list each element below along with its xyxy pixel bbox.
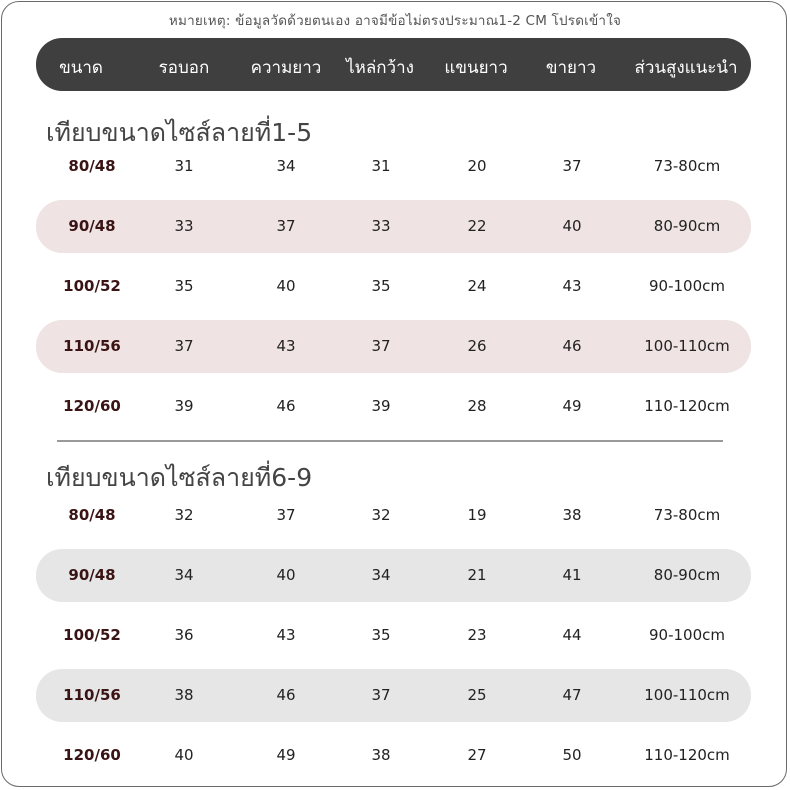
table-row: [36, 669, 751, 722]
size-cell: 120/60: [63, 746, 121, 764]
size-cell: 90/48: [68, 217, 116, 235]
table-row: [36, 260, 751, 313]
table-cell: 39: [174, 397, 194, 415]
section-divider: [57, 440, 723, 442]
table-cell: 25: [467, 686, 487, 704]
table-cell: 34: [276, 157, 296, 175]
table-cell: 37: [276, 506, 296, 524]
size-cell: 120/60: [63, 397, 121, 415]
header-sleeve: แขนยาว: [444, 58, 508, 78]
size-cell: 100/52: [63, 626, 121, 644]
table-cell: 110-120cm: [644, 746, 730, 764]
size-cell: 110/56: [63, 686, 121, 704]
table-cell: 35: [174, 277, 194, 295]
table-cell: 37: [562, 157, 582, 175]
table-cell: 110-120cm: [644, 397, 730, 415]
table-row: [36, 320, 751, 373]
table-cell: 43: [276, 626, 296, 644]
header-recommended-height: ส่วนสูงแนะนำ: [634, 58, 738, 78]
table-cell: 34: [371, 566, 391, 584]
table-cell: 24: [467, 277, 487, 295]
table-cell: 37: [276, 217, 296, 235]
table-cell: 43: [562, 277, 582, 295]
table-cell: 21: [467, 566, 487, 584]
table-cell: 46: [276, 397, 296, 415]
table-cell: 39: [371, 397, 391, 415]
measurement-note: หมายเหตุ: ข้อมูลวัดด้วยตนเอง อาจมีข้อไม่ตรงประมาณ1-2 CM โปรดเข้าใจ: [168, 13, 622, 29]
size-cell: 100/52: [63, 277, 121, 295]
table-cell: 40: [276, 566, 296, 584]
table-cell: 38: [562, 506, 582, 524]
table-cell: 20: [467, 157, 487, 175]
table-cell: 47: [562, 686, 582, 704]
table-row: [36, 140, 751, 193]
section-title-1: เทียบขนาดไซส์ลายที่1-5: [46, 118, 313, 147]
table-cell: 32: [371, 506, 391, 524]
table-cell: 35: [371, 277, 391, 295]
size-cell: 110/56: [63, 337, 121, 355]
table-cell: 36: [174, 626, 194, 644]
table-cell: 80-90cm: [653, 566, 721, 584]
table-row: [36, 549, 751, 602]
table-cell: 49: [562, 397, 582, 415]
table-cell: 28: [467, 397, 487, 415]
table-cell: 100-110cm: [644, 686, 730, 704]
header-chest: รอบอก: [158, 58, 210, 78]
size-cell: 90/48: [68, 566, 116, 584]
table-cell: 34: [174, 566, 194, 584]
table-cell: 19: [467, 506, 487, 524]
table-cell: 100-110cm: [644, 337, 730, 355]
table-cell: 40: [174, 746, 194, 764]
table-cell: 33: [371, 217, 391, 235]
size-cell: 80/48: [68, 157, 116, 175]
size-cell: 80/48: [68, 506, 116, 524]
header-pants-length: ขายาว: [545, 58, 597, 78]
table-cell: 73-80cm: [653, 157, 721, 175]
table-cell: 37: [174, 337, 194, 355]
header-shoulder: ไหล่กว้าง: [346, 58, 414, 78]
table-cell: 80-90cm: [653, 217, 721, 235]
table-cell: 38: [174, 686, 194, 704]
table-cell: 46: [562, 337, 582, 355]
table-cell: 49: [276, 746, 296, 764]
table-cell: 90-100cm: [649, 626, 725, 644]
table-cell: 37: [371, 337, 391, 355]
table-cell: 31: [174, 157, 194, 175]
table-row: [36, 380, 751, 433]
table-cell: 40: [562, 217, 582, 235]
table-cell: 27: [467, 746, 487, 764]
table-cell: 32: [174, 506, 194, 524]
table-cell: 73-80cm: [653, 506, 721, 524]
header-size: ขนาด: [59, 58, 103, 78]
table-row: [36, 200, 751, 253]
table-cell: 35: [371, 626, 391, 644]
table-cell: 90-100cm: [649, 277, 725, 295]
table-row: [36, 609, 751, 662]
table-cell: 44: [562, 626, 582, 644]
table-cell: 41: [562, 566, 582, 584]
section-title-2: เทียบขนาดไซส์ลายที่6-9: [46, 463, 313, 492]
table-cell: 33: [174, 217, 194, 235]
table-cell: 50: [562, 746, 582, 764]
table-cell: 40: [276, 277, 296, 295]
table-row: [36, 489, 751, 542]
table-cell: 23: [467, 626, 487, 644]
header-length: ความยาว: [250, 58, 322, 78]
table-header: [36, 38, 751, 91]
table-cell: 43: [276, 337, 296, 355]
table-cell: 22: [467, 217, 487, 235]
table-cell: 46: [276, 686, 296, 704]
table-cell: 37: [371, 686, 391, 704]
table-cell: 38: [371, 746, 391, 764]
table-cell: 31: [371, 157, 391, 175]
table-cell: 26: [467, 337, 487, 355]
table-row: [36, 729, 751, 782]
